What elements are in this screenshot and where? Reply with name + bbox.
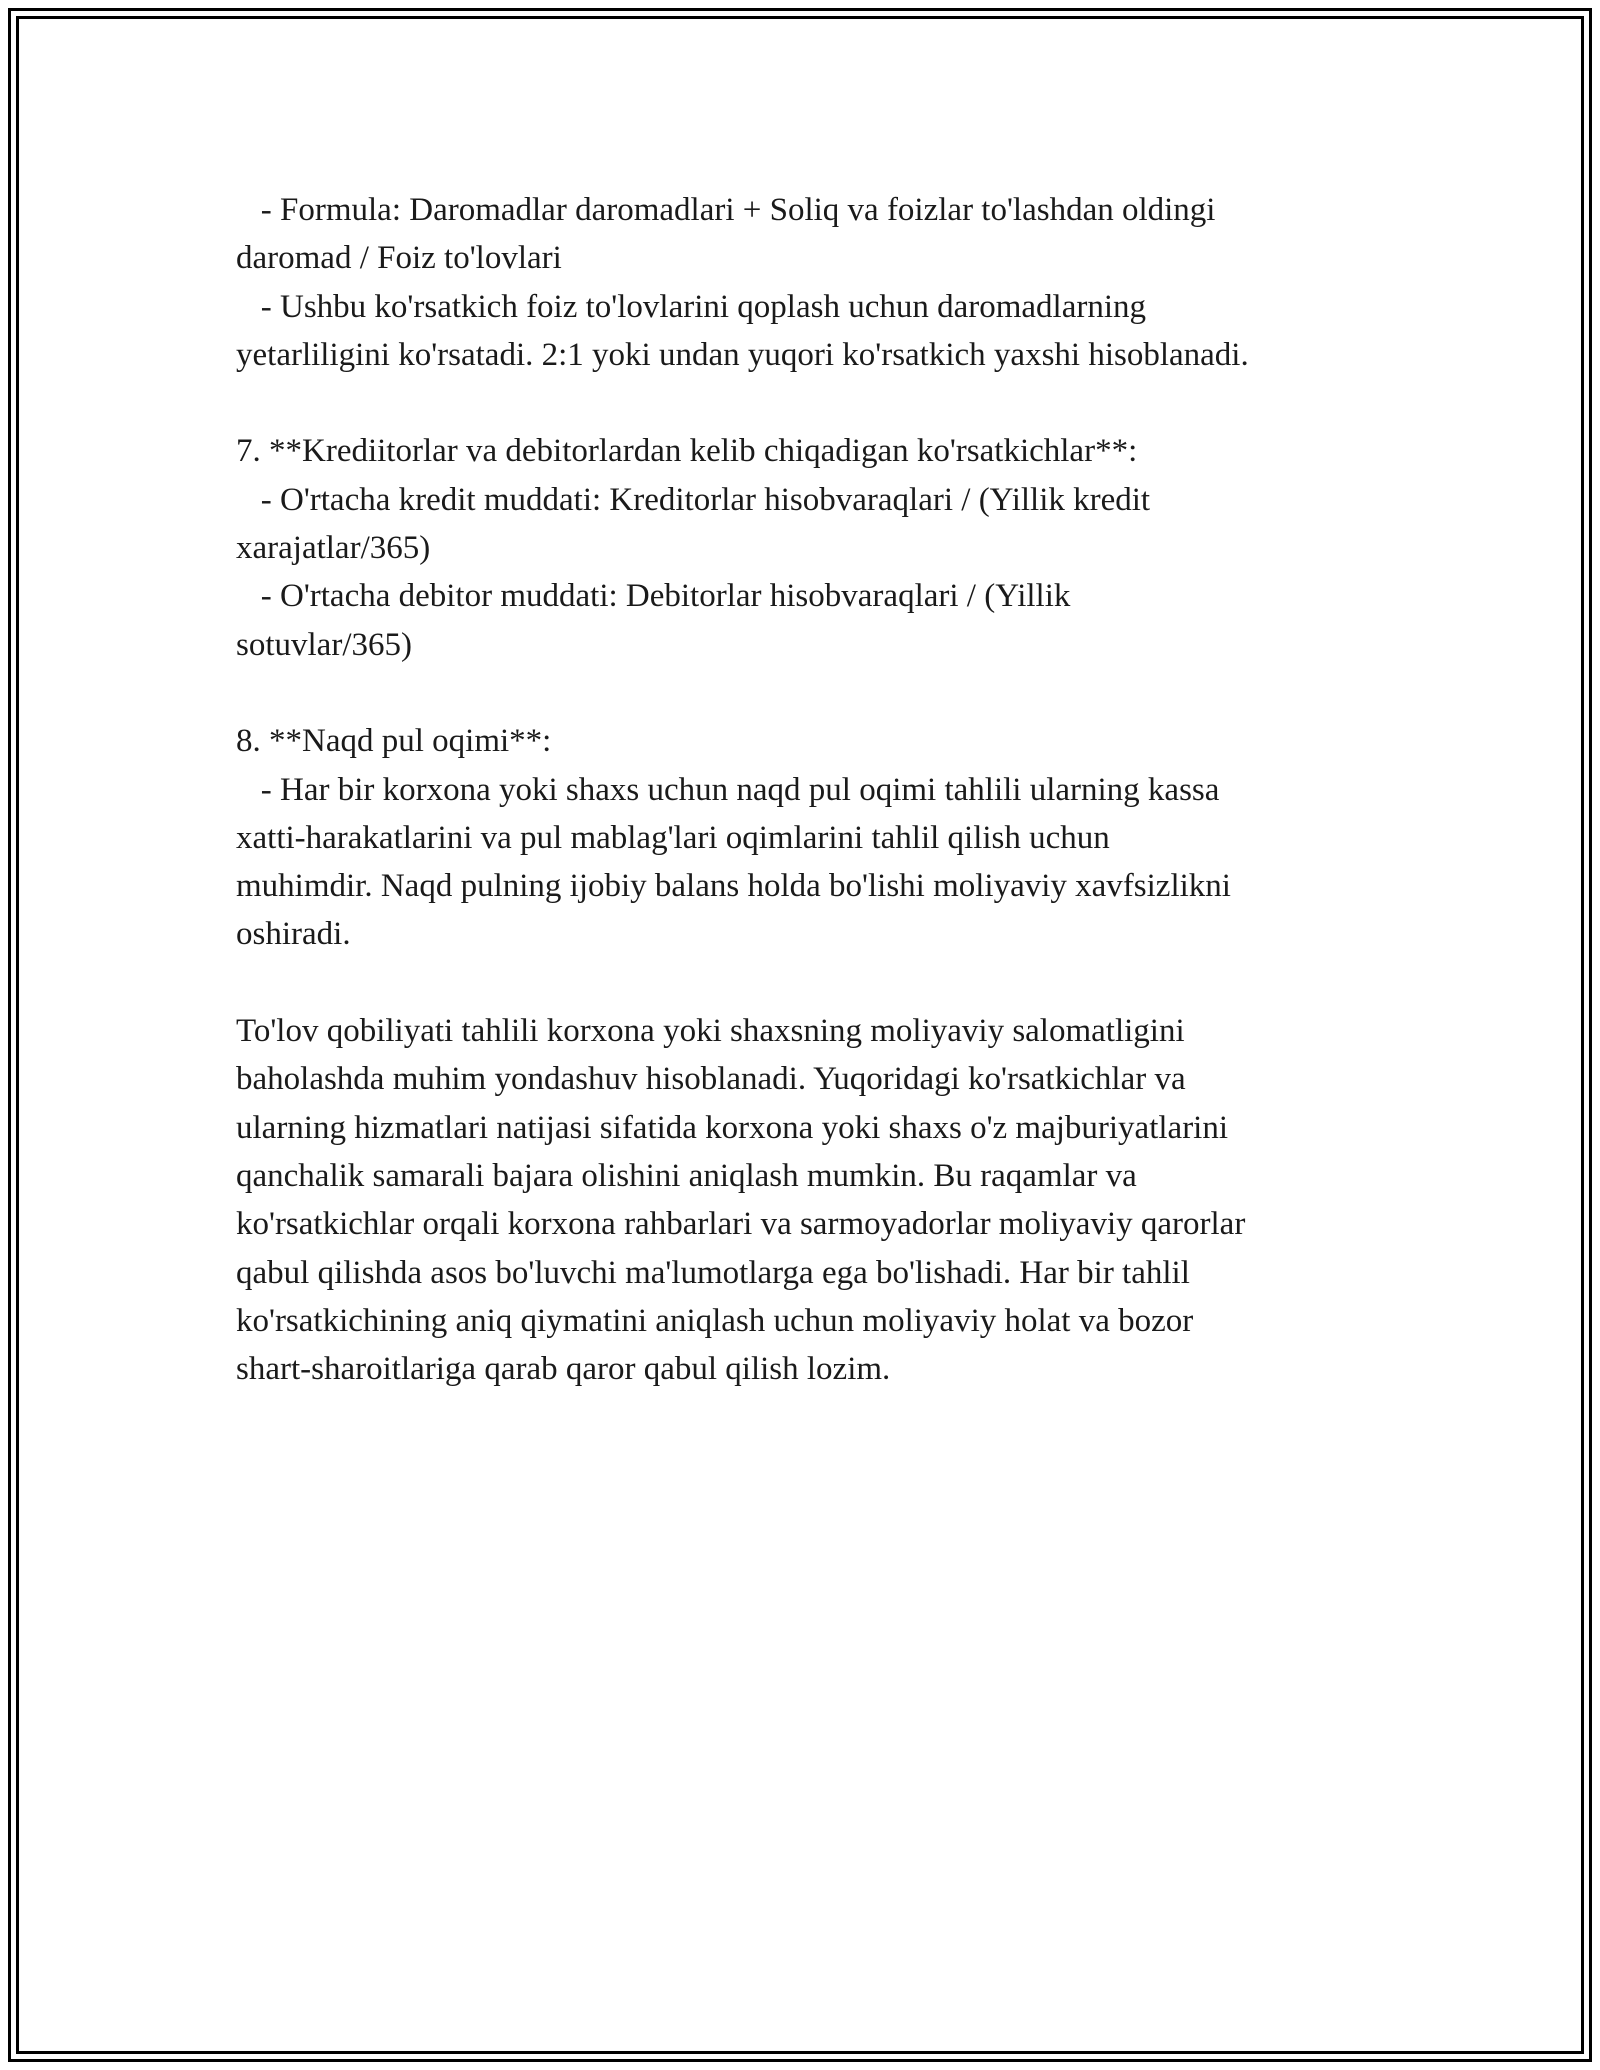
paragraph-creditors-debtors xyxy=(236,427,1396,668)
text-line: qanchalik samarali bajara olishini aniqlash mumkin. Bu raqamlar va xyxy=(236,1157,1137,1194)
text-line: muhimdir. Naqd pulning ijobiy balans holda bo'lishi moliyaviy xavfsizlikni xyxy=(236,868,1231,905)
text-line: yetarliligini ko'rsatadi. 2:1 yoki undan yuqori ko'rsatkich yaxshi hisoblanadi. xyxy=(236,336,1249,373)
text-line: daromad / Foiz to'lovlari xyxy=(236,240,562,277)
paragraph-interest-coverage xyxy=(236,186,1396,379)
paragraph-conclusion xyxy=(236,1007,1396,1393)
text-line: - O'rtacha debitor muddati: Debitorlar hisobvaraqlari / (Yillik xyxy=(236,578,1071,615)
paragraph-cash-flow xyxy=(236,717,1396,958)
text-line: xarajatlar/365) xyxy=(236,530,431,567)
text-line: sotuvlar/365) xyxy=(236,626,412,663)
text-line: oshiradi. xyxy=(236,916,351,953)
text-line: shart-sharoitlariga qarab qaror qabul qilish lozim. xyxy=(236,1351,891,1388)
text-line: ko'rsatkichining aniq qiymatini aniqlash uchun moliyaviy holat va bozor xyxy=(236,1302,1194,1339)
document-body xyxy=(236,186,1396,1393)
text-line: 7. **Krediitorlar va debitorlardan kelib chiqadigan ko'rsatkichlar**: xyxy=(236,433,1138,470)
text-line: 8. **Naqd pul oqimi**: xyxy=(236,723,552,760)
text-line: - Har bir korxona yoki shaxs uchun naqd pul oqimi tahlili ularning kassa xyxy=(236,771,1220,808)
text-line: xatti-harakatlarini va pul mablag'lari oqimlarini tahlil qilish uchun xyxy=(236,819,1110,856)
text-line: baholashda muhim yondashuv hisoblanadi. Yuqoridagi ko'rsatkichlar va xyxy=(236,1061,1186,1098)
text-line: ularning hizmatlari natijasi sifatida korxona yoki shaxs o'z majburiyatlarini xyxy=(236,1109,1229,1146)
text-line: To'lov qobiliyati tahlili korxona yoki shaxsning moliyaviy salomatligini xyxy=(236,1013,1185,1050)
text-line: ko'rsatkichlar orqali korxona rahbarlari va sarmoyadorlar moliyaviy qarorlar xyxy=(236,1206,1246,1243)
text-line: qabul qilishda asos bo'luvchi ma'lumotlarga ega bo'lishadi. Har bir tahlil xyxy=(236,1254,1190,1291)
text-line: - O'rtacha kredit muddati: Kreditorlar hisobvaraqlari / (Yillik kredit xyxy=(236,481,1151,518)
text-line: - Ushbu ko'rsatkich foiz to'lovlarini qoplash uchun daromadlarning xyxy=(236,288,1147,325)
text-line: - Formula: Daromadlar daromadlari + Soliq va foizlar to'lashdan oldingi xyxy=(236,192,1216,228)
